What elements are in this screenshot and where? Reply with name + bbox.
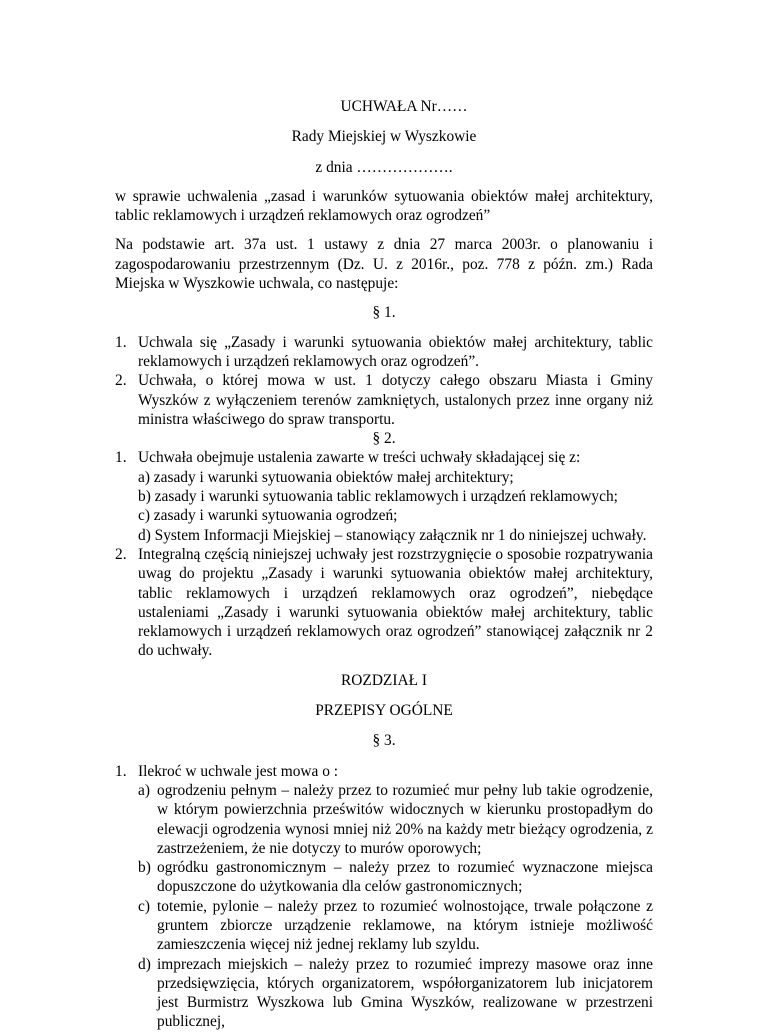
item-number: 2. (115, 372, 127, 390)
definition-item (138, 858, 653, 897)
list-item (115, 545, 653, 661)
item-text: Integralną częścią niniejszej uchwały jest rozstrzygnięcie o sposobie rozpatrywania uwag do projektu „Zasady i warunki sytuowania obiektów małej architektury, tablic reklamowych i urządzeń reklamowych oraz ogrodzeń”, niebędące ustaleniami „Zasady i warunki sytuowania obiektów małej architektury, tablic reklamowych i urządzeń reklamowych oraz ogrodzeń” stanowiącej załącznik nr 2 do uchwały. (138, 545, 653, 660)
item-number: 1. (115, 449, 127, 467)
sub-item: c) zasady i warunki sytuowania ogrodzeń; (138, 507, 398, 525)
definition-text: ogrodzeniu pełnym – należy przez to rozumieć mur pełny lub takie ogrodzenie, w którym powierzchnia prześwitów widocznych w kierunku prostopadłym do elewacji ogrodzenia wynosi mniej niż 20% na każdy metr bieżący ogrodzenia, z zastrzeżeniem, że nie dotyczy to murów oporowych; (157, 781, 653, 857)
definition-letter: c) (138, 897, 150, 915)
definition-item (138, 781, 653, 858)
definition-letter: b) (138, 859, 151, 877)
sub-item: a) zasady i warunki sytuowania obiektów małej architektury; (138, 468, 514, 486)
definition-item (138, 955, 653, 1032)
section-2-sign: § 2. (372, 430, 396, 448)
sub-item: d) System Informacji Miejskiej – stanowiący załącznik nr 1 do niniejszej uchwały. (138, 526, 647, 544)
definition-item (138, 897, 653, 955)
sub-item: b) zasady i warunki sytuowania tablic reklamowych i urządzeń reklamowych; (138, 488, 618, 506)
definition-letter: d) (138, 955, 151, 973)
council-name: Rady Miejskiej w Wyszkowie (291, 128, 477, 146)
resolution-title: UCHWAŁA Nr…… (340, 98, 468, 115)
definition-text: totemie, pylonie – należy przez to rozumieć wolnostojące, trwale połączone z gruntem zbiorcze urządzenie reklamowe, na którym istnieje możliwość zamieszczenia więcej niż jednej reklamy lub szyldu. (157, 897, 653, 954)
list-item (115, 333, 653, 372)
item-number: 1. (115, 762, 127, 780)
section-1-sign: § 1. (372, 304, 396, 322)
section-2-list (115, 448, 653, 660)
list-item (115, 762, 653, 1032)
section-3-list (115, 762, 653, 1032)
section-3-sign: § 3. (372, 732, 396, 750)
item-text: Uchwała, o której mowa w ust. 1 dotyczy całego obszaru Miasta i Gminy Wyszków z wyłączeniem terenów zamkniętych, ustalonych przez inne organy niż ministra właściwego do spraw transportu. (138, 372, 653, 428)
definition-letter: a) (138, 781, 150, 799)
chapter-title: PRZEPISY OGÓLNE (315, 702, 453, 720)
document-page (115, 97, 653, 1032)
item-text: Uchwała obejmuje ustalenia zawarte w treści uchwały składającej się z: (138, 449, 581, 467)
item-text: Ilekroć w uchwale jest mowa o : (138, 762, 339, 780)
subject-paragraph: w sprawie uchwalenia „zasad i warunków sytuowania obiektów małej architektury, tablic reklamowych i urządzeń reklamowych oraz ogrodzeń” (115, 187, 653, 225)
list-item (115, 371, 653, 429)
item-text: Uchwala się „Zasady i warunki sytuowania obiektów małej architektury, tablic reklamowych i urządzeń reklamowych oraz ogrodzeń”. (138, 333, 653, 370)
item-number: 2. (115, 545, 127, 563)
resolution-date: z dnia ………………. (315, 158, 453, 176)
definition-text: imprezach miejskich – należy przez to rozumieć imprezy masowe oraz inne przedsięwzięcia, których organizatorem, współorganizatorem lub inicjatorem jest Burmistrz Wyszkowa lub Gmina Wyszków, realizowane w przestrzeni publicznej, (157, 955, 653, 1031)
list-item (115, 448, 653, 544)
preamble-paragraph: Na podstawie art. 37a ust. 1 ustawy z dnia 27 marca 2003r. o planowaniu i zagospodarowaniu przestrzennym (Dz. U. z 2016r., poz. 778 z późn. zm.) Rada Miejska w Wyszkowie uchwala, co następuje: (115, 236, 653, 293)
definition-text: ogródku gastronomicznym – należy przez to rozumieć wyznaczone miejsca dopuszczone do użytkowania dla celów gastronomicznych; (157, 859, 653, 896)
section-1-list (115, 333, 653, 429)
chapter-number: ROZDZIAŁ I (341, 671, 427, 689)
item-number: 1. (115, 333, 127, 351)
